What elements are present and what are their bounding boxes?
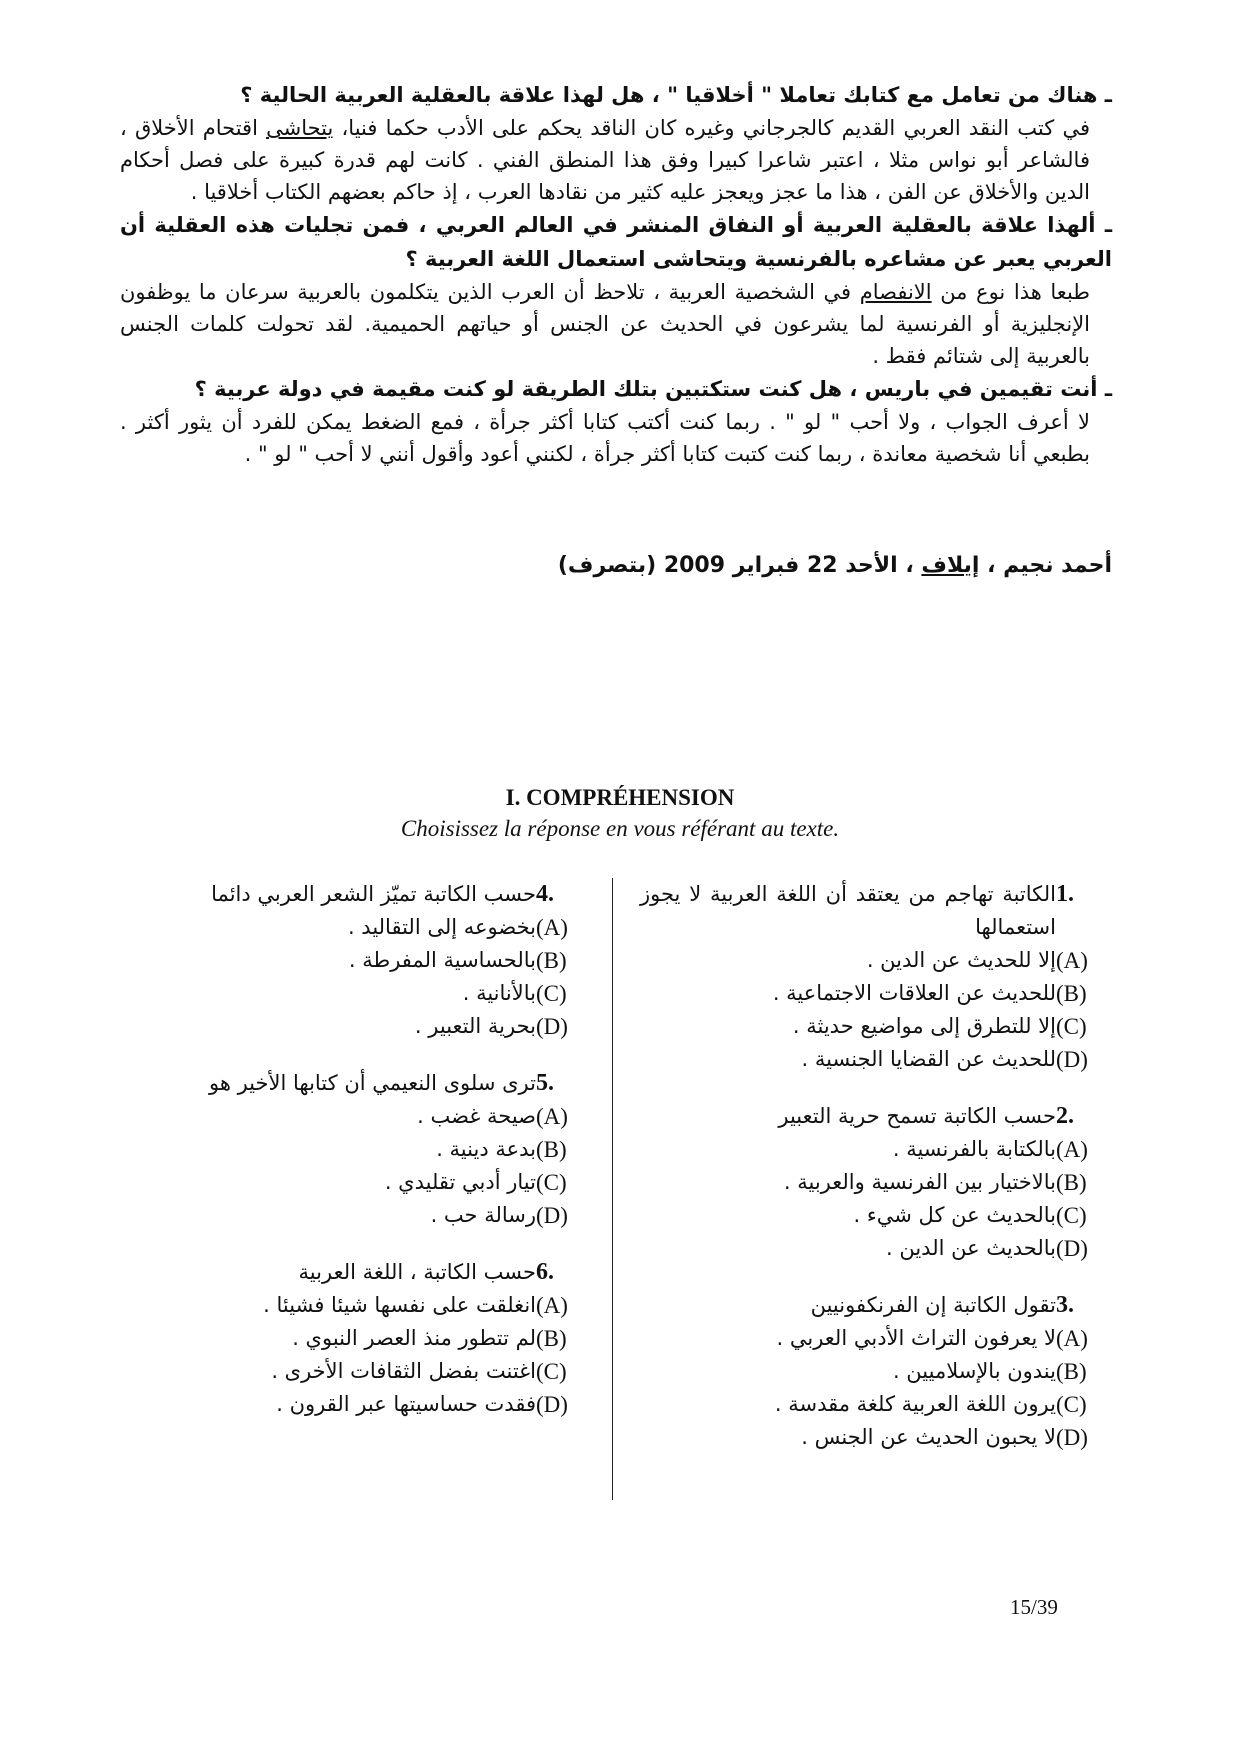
source-site: إيلاف: [921, 553, 980, 578]
answer-2-part-2: في الشخصية العربية ، تلاحظ أن العرب الذين يتكلمون بالعربية سرعان ما يوظفون الإنجليزية أو الفرنسية لما يشرعون في الحديث عن الجنس أو حياتهم الحميمية. لقد تحولت كلمات الجنس بالعربية إلى شتائم فقط .: [120, 280, 1090, 368]
option-text: بالحديث عن كل شيء .: [853, 1203, 1056, 1227]
option-text: بخضوعه إلى التقاليد .: [347, 915, 536, 939]
option-a[interactable]: [640, 944, 1110, 977]
option-text: لا يعرفون التراث الأدبي العربي .: [776, 1326, 1056, 1350]
option-text: صيحة غضب .: [417, 1104, 536, 1128]
option-d[interactable]: [140, 1388, 590, 1421]
questions-column-left: [140, 878, 590, 1445]
option-d[interactable]: [140, 1199, 590, 1232]
option-text: يرون اللغة العربية كلغة مقدسة .: [774, 1392, 1056, 1416]
option-letter: (A): [1056, 948, 1088, 973]
answer-1-part-1: في كتب النقد العربي القديم كالجرجاني وغيره كان الناقد يحكم على الأدب حكما فنيا،: [333, 116, 1090, 140]
option-text: بالكتابة بالفرنسية .: [892, 1137, 1056, 1161]
option-letter: (D): [536, 1203, 568, 1228]
option-letter: (B): [536, 948, 567, 973]
option-a[interactable]: [140, 1289, 590, 1322]
question-number: 4.: [536, 881, 554, 907]
question-number: 2.: [1056, 1103, 1074, 1129]
question-text: حسب الكاتبة ، اللغة العربية: [298, 1260, 536, 1284]
option-letter: (A): [536, 1293, 568, 1318]
interview-text: [120, 78, 1112, 470]
question-6: [140, 1256, 590, 1421]
option-letter: (B): [536, 1326, 567, 1351]
option-text: بدعة دينية .: [436, 1137, 536, 1161]
option-text: فقدت حساسيتها عبر القرون .: [276, 1392, 536, 1416]
interview-answer-2: [120, 276, 1112, 372]
option-c[interactable]: [640, 1199, 1110, 1232]
option-letter: (B): [1056, 1359, 1087, 1384]
option-letter: (C): [1056, 1203, 1087, 1228]
option-c[interactable]: [140, 1355, 590, 1388]
option-text: بالحديث عن الدين .: [886, 1236, 1056, 1260]
option-text: إلا للتطرق إلى مواضيع حديثة .: [792, 1014, 1056, 1038]
option-a[interactable]: [140, 1100, 590, 1133]
option-text: بالأنانية .: [462, 981, 536, 1005]
option-letter: (A): [536, 1104, 568, 1129]
section-instruction: Choisissez la réponse en vous référant au texte.: [400, 816, 840, 841]
option-c[interactable]: [640, 1010, 1110, 1043]
option-letter: (D): [1056, 1236, 1088, 1261]
question-text: حسب الكاتبة تسمح حرية التعبير: [778, 1104, 1056, 1128]
question-2: [640, 1100, 1110, 1265]
option-b[interactable]: [640, 977, 1110, 1010]
option-b[interactable]: [640, 1166, 1110, 1199]
interview-question-3: ـ أنت تقيمين في باريس ، هل كنت ستكتبين بتلك الطريقة لو كنت مقيمة في دولة عربية ؟: [194, 377, 1112, 401]
option-text: يندون بالإسلاميين .: [892, 1359, 1056, 1383]
option-letter: (A): [1056, 1137, 1088, 1162]
option-a[interactable]: [640, 1322, 1110, 1355]
option-text: تيار أدبي تقليدي .: [384, 1170, 536, 1194]
source-author: أحمد نجيم ،: [979, 553, 1112, 578]
question-number: 6.: [536, 1259, 554, 1285]
option-letter: (C): [536, 981, 567, 1006]
question-number: 3.: [1056, 1292, 1074, 1318]
option-b[interactable]: [140, 944, 590, 977]
source-date: ، الأحد 22 فبراير 2009 (بتصرف): [557, 553, 922, 578]
page-number: 15/39: [1010, 1595, 1058, 1619]
option-text: رسالة حب .: [430, 1203, 536, 1227]
interview-question-1: ـ هناك من تعامل مع كتابك تعاملا " أخلاقيا " ، هل لهذا علاقة بالعقلية العربية الحالية ؟: [240, 83, 1112, 107]
option-letter: (D): [1056, 1047, 1088, 1072]
option-text: لم تتطور منذ العصر النبوي .: [292, 1326, 536, 1350]
option-text: بالحساسية المفرطة .: [348, 948, 536, 972]
interview-answer-3: لا أعرف الجواب ، ولا أحب " لو " . ربما كنت أكتب كتابا أكثر جرأة ، فمع الضغط يمكن للفرد أن يثور أكثر . بطبعي أنا شخصية معاندة ، ربما كنت كتبت كتابا أكثر جرأة ، لكنني أعود وأقول أنني لا أحب " لو " .: [120, 410, 1090, 466]
question-5: [140, 1067, 590, 1232]
option-text: للحديث عن القضايا الجنسية .: [801, 1047, 1056, 1071]
answer-2-part-1: طبعا هذا نوع من: [931, 280, 1090, 304]
section-title: I. COMPRÉHENSION: [505, 785, 735, 810]
option-letter: (A): [536, 915, 568, 940]
question-text: تقول الكاتبة إن الفرنكفونيين: [810, 1293, 1056, 1317]
option-b[interactable]: [640, 1355, 1110, 1388]
interview-answer-1: [120, 112, 1112, 208]
option-d[interactable]: [140, 1010, 590, 1043]
option-text: إلا للحديث عن الدين .: [866, 948, 1056, 972]
option-letter: (C): [536, 1359, 567, 1384]
answer-1-underlined: يتحاشى: [266, 116, 334, 140]
answer-1-part-2: اقتحام الأخلاق ، فالشاعر أبو نواس مثلا ، اعتبر شاعرا كبيرا وفق هذا المنطق الفني . كانت لهم قدرة كبيرة على فصل أحكام الدين والأخلاق عن الفن ، هذا ما عجز ويعجز عليه كثير من نقادها العرب ، إذ حاكم بعضهم الكتاب أخلاقيا .: [120, 116, 1090, 204]
option-c[interactable]: [640, 1388, 1110, 1421]
option-text: بحرية التعبير .: [414, 1014, 536, 1038]
option-d[interactable]: [640, 1043, 1110, 1076]
option-a[interactable]: [140, 911, 590, 944]
option-d[interactable]: [640, 1421, 1110, 1454]
option-letter: (C): [1056, 1392, 1087, 1417]
question-text: حسب الكاتبة تميّز الشعر العربي دائما: [211, 882, 536, 906]
option-b[interactable]: [140, 1322, 590, 1355]
option-letter: (C): [1056, 1014, 1087, 1039]
question-text: الكاتبة تهاجم من يعتقد أن اللغة العربية لا يجوز استعمالها: [640, 882, 1056, 939]
interview-question-2: ـ ألهذا علاقة بالعقلية العربية أو النفاق المنشر في العالم العربي ، فمن تجليات هذه العقلية أن العربي يعبر عن مشاعره بالفرنسية ويتحاشى استعمال اللغة العربية ؟: [120, 213, 1112, 271]
answer-2-underlined: الانفصام: [859, 280, 932, 304]
column-divider: [612, 878, 613, 1500]
option-c[interactable]: [140, 1166, 590, 1199]
option-text: بالاختيار بين الفرنسية والعربية .: [783, 1170, 1056, 1194]
question-4: [140, 878, 590, 1043]
option-letter: (D): [536, 1392, 568, 1417]
option-text: للحديث عن العلاقات الاجتماعية .: [772, 981, 1056, 1005]
option-letter: (D): [536, 1014, 568, 1039]
question-3: [640, 1289, 1110, 1454]
option-c[interactable]: [140, 977, 590, 1010]
source-citation: [120, 553, 1112, 578]
question-1: [640, 878, 1110, 1076]
question-number: 5.: [536, 1070, 554, 1096]
option-letter: (B): [1056, 981, 1087, 1006]
question-number: 1.: [1056, 881, 1074, 907]
option-letter: (C): [536, 1170, 567, 1195]
questions-column-right: [640, 878, 1110, 1478]
option-b[interactable]: [140, 1133, 590, 1166]
option-letter: (B): [1056, 1170, 1087, 1195]
option-text: اغتنت بفضل الثقافات الأخرى .: [271, 1359, 536, 1383]
option-a[interactable]: [640, 1133, 1110, 1166]
option-text: انغلقت على نفسها شيئا فشيئا .: [263, 1293, 536, 1317]
option-d[interactable]: [640, 1232, 1110, 1265]
option-letter: (D): [1056, 1425, 1088, 1450]
option-letter: (B): [536, 1137, 567, 1162]
option-text: لا يحبون الحديث عن الجنس .: [801, 1425, 1056, 1449]
option-letter: (A): [1056, 1326, 1088, 1351]
question-text: ترى سلوى النعيمي أن كتابها الأخير هو: [209, 1071, 536, 1095]
